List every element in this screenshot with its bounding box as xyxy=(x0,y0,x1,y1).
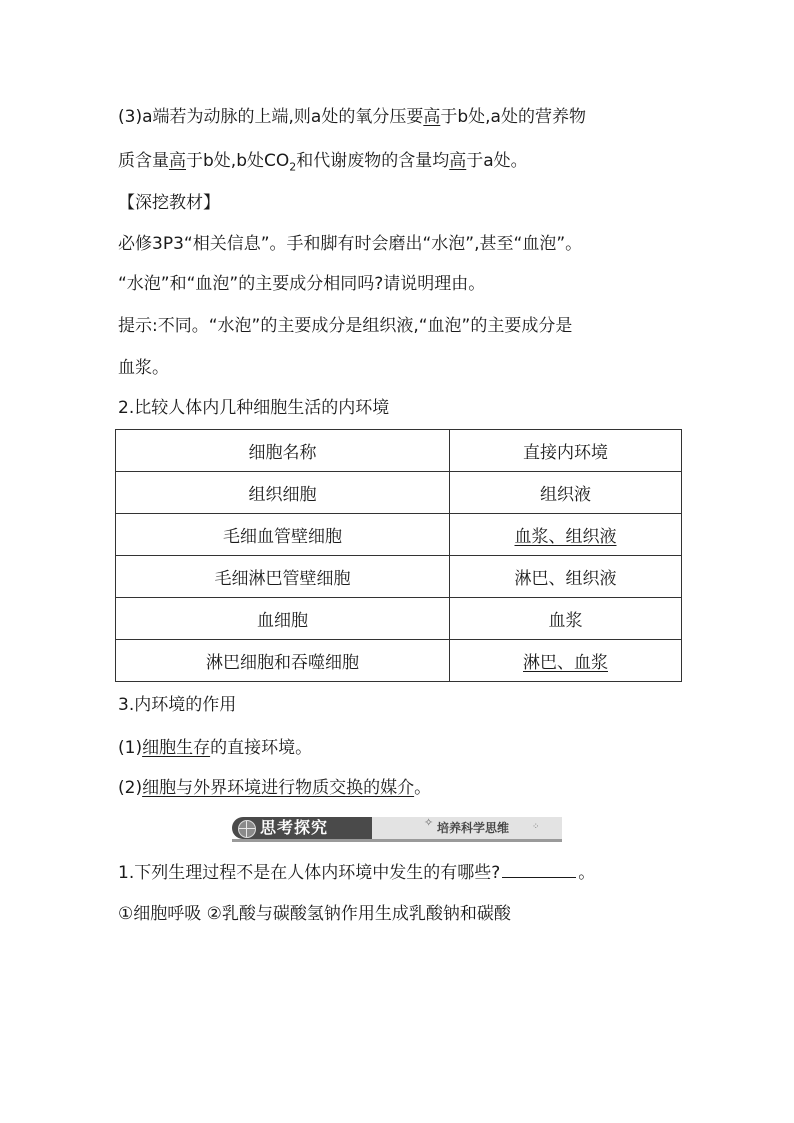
table-cell: 淋巴细胞和吞噬细胞 xyxy=(116,640,450,682)
deep-line4: 血浆。 xyxy=(118,358,169,378)
table-row xyxy=(116,640,682,682)
deep-line1: 必修3P3“相关信息”。手和脚有时会磨出“水泡”,甚至“血泡”。 xyxy=(118,234,583,254)
table-cell: 毛细淋巴管壁细胞 xyxy=(116,556,450,598)
table-cell: 组织细胞 xyxy=(116,472,450,514)
table-row xyxy=(116,556,682,598)
section3-item1: (1)细胞生存的直接环境。 xyxy=(118,738,313,758)
banner-title: 思考探究 xyxy=(260,818,329,837)
answer-blank: 高 xyxy=(169,151,186,171)
table-cell: 淋巴、组织液 xyxy=(450,556,682,598)
answer-blank xyxy=(502,861,576,878)
table-row xyxy=(116,598,682,640)
table-header-cell: 直接内环境 xyxy=(450,430,682,472)
answer-blank: 高 xyxy=(423,107,441,127)
table-header-cell: 细胞名称 xyxy=(116,430,450,472)
sparkle-icon: ✧ xyxy=(424,816,434,829)
section2-title: 2.比较人体内几种细胞生活的内环境 xyxy=(118,398,390,418)
dots-icon: ⁘ xyxy=(532,822,541,832)
answer-blank: 高 xyxy=(449,151,467,171)
table-cell: 淋巴、血浆 xyxy=(450,640,682,682)
think-explore-banner xyxy=(232,814,562,842)
section3-title: 3.内环境的作用 xyxy=(118,695,237,715)
section3-item2: (2)细胞与外界环境进行物质交换的媒介。 xyxy=(118,778,432,798)
deep-line3: 提示:不同。“水泡”的主要成分是组织液,“血泡”的主要成分是 xyxy=(118,316,573,336)
table-row xyxy=(116,514,682,556)
globe-icon xyxy=(238,820,256,838)
table-cell: 毛细血管壁细胞 xyxy=(116,514,450,556)
question-1: 1.下列生理过程不是在人体内环境中发生的有哪些? 。 xyxy=(118,863,596,883)
banner-subtitle: 培养科学思维 xyxy=(437,821,510,835)
para3-line1: (3)a端若为动脉的上端,则a处的氧分压要高于b处,a处的营养物 xyxy=(118,107,586,127)
table-cell: 组织液 xyxy=(450,472,682,514)
para3-line2: 质含量高于b处,b处$CO_2$和代谢废物的含量均高于a处。 xyxy=(118,151,528,174)
deep-heading: 【深挖教材】 xyxy=(118,193,220,213)
table-row xyxy=(116,472,682,514)
question-1-options: ①细胞呼吸 ②乳酸与碳酸氢钠作用生成乳酸钠和碳酸 xyxy=(118,904,511,924)
environment-table xyxy=(115,429,682,682)
table-cell: 血浆 xyxy=(450,598,682,640)
table-header-row xyxy=(116,430,682,472)
deep-line2: “水泡”和“血泡”的主要成分相同吗?请说明理由。 xyxy=(118,274,486,294)
table-cell: 血浆、组织液 xyxy=(450,514,682,556)
table-cell: 血细胞 xyxy=(116,598,450,640)
